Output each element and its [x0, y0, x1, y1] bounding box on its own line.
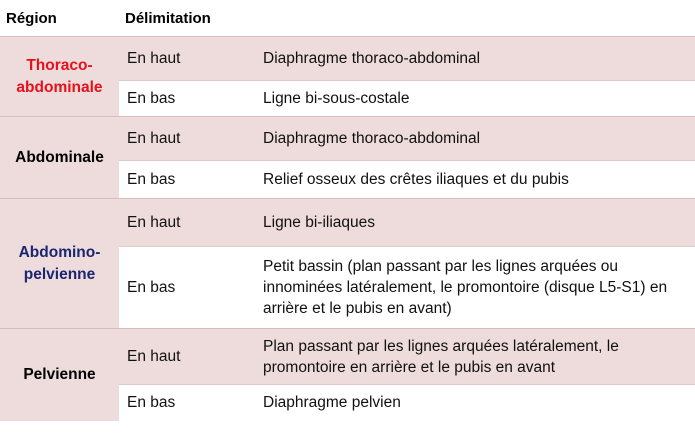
limit-cell: Diaphragme pelvien — [249, 385, 695, 421]
position-cell: En bas — [119, 81, 249, 117]
limit-cell: Diaphragme thoraco-abdominal — [249, 117, 695, 161]
limit-cell: Diaphragme thoraco-abdominal — [249, 37, 695, 81]
table-row — [0, 199, 695, 247]
header-row — [0, 0, 695, 37]
position-cell: En bas — [119, 247, 249, 329]
header-region: Région — [6, 9, 57, 27]
position-cell: En haut — [119, 117, 249, 161]
position-cell: En bas — [119, 385, 249, 421]
limit-cell: Plan passant par les lignes arquées latéralement, le promontoire en arrière et le pubis en avant — [249, 329, 695, 385]
position-cell: En bas — [119, 161, 249, 199]
limit-cell: Petit bassin (plan passant par les lignes arquées ou innominées latéralement, le promontoire (disque L5-S1) en arrière et le pubis en avant) — [249, 247, 695, 329]
limit-cell: Ligne bi-iliaques — [249, 199, 695, 247]
region-abdominale: Abdominale — [0, 117, 119, 199]
table-row — [0, 117, 695, 161]
table-row — [0, 37, 695, 81]
limit-cell: Ligne bi-sous-costale — [249, 81, 695, 117]
position-cell: En haut — [119, 199, 249, 247]
header-delimitation: Délimitation — [125, 9, 211, 27]
region-pelvienne: Pelvienne — [0, 329, 119, 421]
region-thoraco-abdominale: Thoraco- abdominale — [0, 37, 119, 117]
limit-cell: Relief osseux des crêtes iliaques et du pubis — [249, 161, 695, 199]
position-cell: En haut — [119, 329, 249, 385]
region-abdomino-pelvienne: Abdomino- pelvienne — [0, 199, 119, 329]
position-cell: En haut — [119, 37, 249, 81]
header-empty — [249, 0, 695, 37]
table-row — [0, 329, 695, 385]
